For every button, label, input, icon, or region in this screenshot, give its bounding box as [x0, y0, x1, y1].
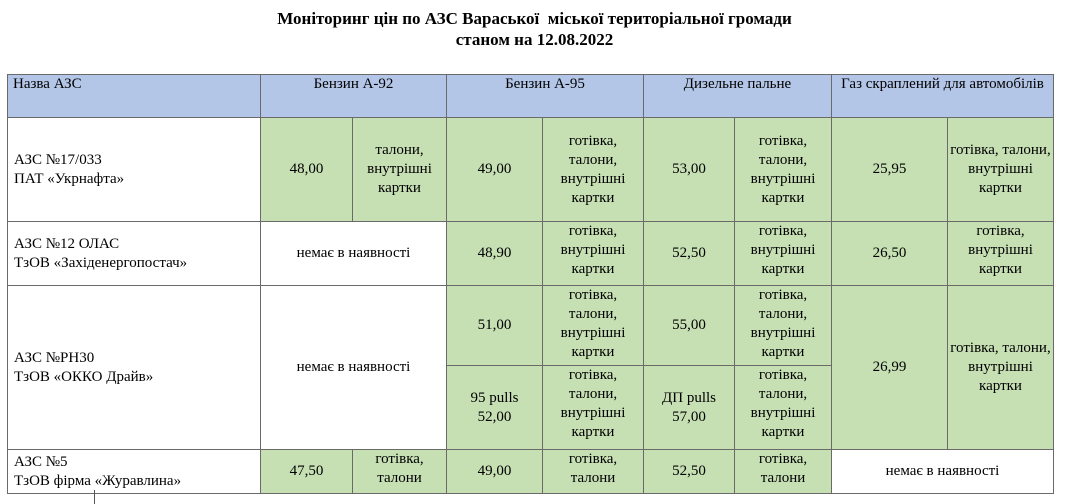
- station-owner: ПАТ «Укрнафта»: [14, 170, 125, 187]
- station-name-cell: [8, 118, 261, 222]
- diesel-payment: готівка, талони, внутрішні картки: [735, 118, 832, 222]
- diesel-price: 52,50: [644, 450, 735, 494]
- gas-price: 25,95: [832, 118, 948, 222]
- a95-price: 49,00: [447, 118, 543, 222]
- diesel-payment: готівка, талони: [735, 450, 832, 494]
- a95-payment: готівка, талони, внутрішні картки: [543, 286, 644, 366]
- a92-payment: талони, внутрішні картки: [353, 118, 447, 222]
- diesel-price: 55,00: [644, 286, 735, 366]
- diesel-payment: готівка, внутрішні картки: [735, 222, 832, 286]
- diesel-pulls-payment: готівка, талони, внутрішні картки: [735, 366, 832, 450]
- station-name-cell: [8, 450, 261, 494]
- a95-price: 48,90: [447, 222, 543, 286]
- gas-not-available: немає в наявності: [832, 450, 1054, 494]
- title-line-2: станом на 12.08.2022: [455, 30, 614, 49]
- gas-price: 26,99: [832, 286, 948, 450]
- station-id: АЗС №17/033: [14, 151, 102, 168]
- header-station-name: Назва АЗС: [8, 75, 261, 118]
- a92-not-available: немає в наявності: [261, 222, 447, 286]
- diesel-payment: готівка, талони, внутрішні картки: [735, 286, 832, 366]
- a92-price: 48,00: [261, 118, 353, 222]
- table-row: [8, 450, 1054, 494]
- header-a92: Бензин А-92: [261, 75, 447, 118]
- station-owner: ТзОВ «ОККО Драйв»: [14, 368, 154, 385]
- gas-price: 26,50: [832, 222, 948, 286]
- station-id: АЗС №12 ОЛАС: [14, 235, 120, 252]
- a95-pulls-cell: [447, 366, 543, 450]
- station-id: АЗС №5: [14, 453, 68, 470]
- gas-payment: готівка, внутрішні картки: [948, 222, 1054, 286]
- a95-pulls-price: 52,00: [477, 408, 512, 425]
- a92-payment: готівка, талони: [353, 450, 447, 494]
- a95-pulls-label: 95 pulls: [470, 389, 519, 406]
- diesel-pulls-price: 57,00: [672, 408, 706, 425]
- diesel-price: 53,00: [644, 118, 735, 222]
- diesel-pulls-cell: [644, 366, 735, 450]
- document-title: [0, 8, 1069, 50]
- header-diesel: Дизельне пальне: [644, 75, 832, 118]
- gas-payment: готівка, талони, внутрішні картки: [948, 286, 1054, 450]
- a95-price: 51,00: [447, 286, 543, 366]
- gas-payment: готівка, талони, внутрішні картки: [948, 118, 1054, 222]
- table-row: [8, 222, 1054, 286]
- station-id: АЗС №РН30: [14, 349, 95, 366]
- fuel-price-table: [7, 74, 1054, 494]
- title-line-1: Моніторинг цін по АЗС Вараської міської територіальної громади: [277, 9, 792, 28]
- station-owner: ТзОВ «Західенергопостач»: [14, 254, 188, 271]
- a92-not-available: немає в наявності: [261, 286, 447, 450]
- table-row: [8, 118, 1054, 222]
- a95-pulls-payment: готівка, талони, внутрішні картки: [543, 366, 644, 450]
- diesel-price: 52,50: [644, 222, 735, 286]
- header-a95: Бензин А-95: [447, 75, 644, 118]
- a95-payment: готівка, внутрішні картки: [543, 222, 644, 286]
- a92-price: 47,50: [261, 450, 353, 494]
- header-gas: Газ скраплений для автомобілів: [832, 75, 1054, 118]
- a95-payment: готівка, талони, внутрішні картки: [543, 118, 644, 222]
- table-row: [8, 286, 1054, 366]
- station-owner: ТзОВ фірма «Журавлина»: [14, 472, 182, 489]
- text-cursor: [94, 490, 95, 504]
- a95-price: 49,00: [447, 450, 543, 494]
- diesel-pulls-label: ДП pulls: [662, 389, 716, 406]
- station-name-cell: [8, 222, 261, 286]
- a95-payment: готівка, талони: [543, 450, 644, 494]
- table-header-row: [8, 75, 1054, 118]
- station-name-cell: [8, 286, 261, 450]
